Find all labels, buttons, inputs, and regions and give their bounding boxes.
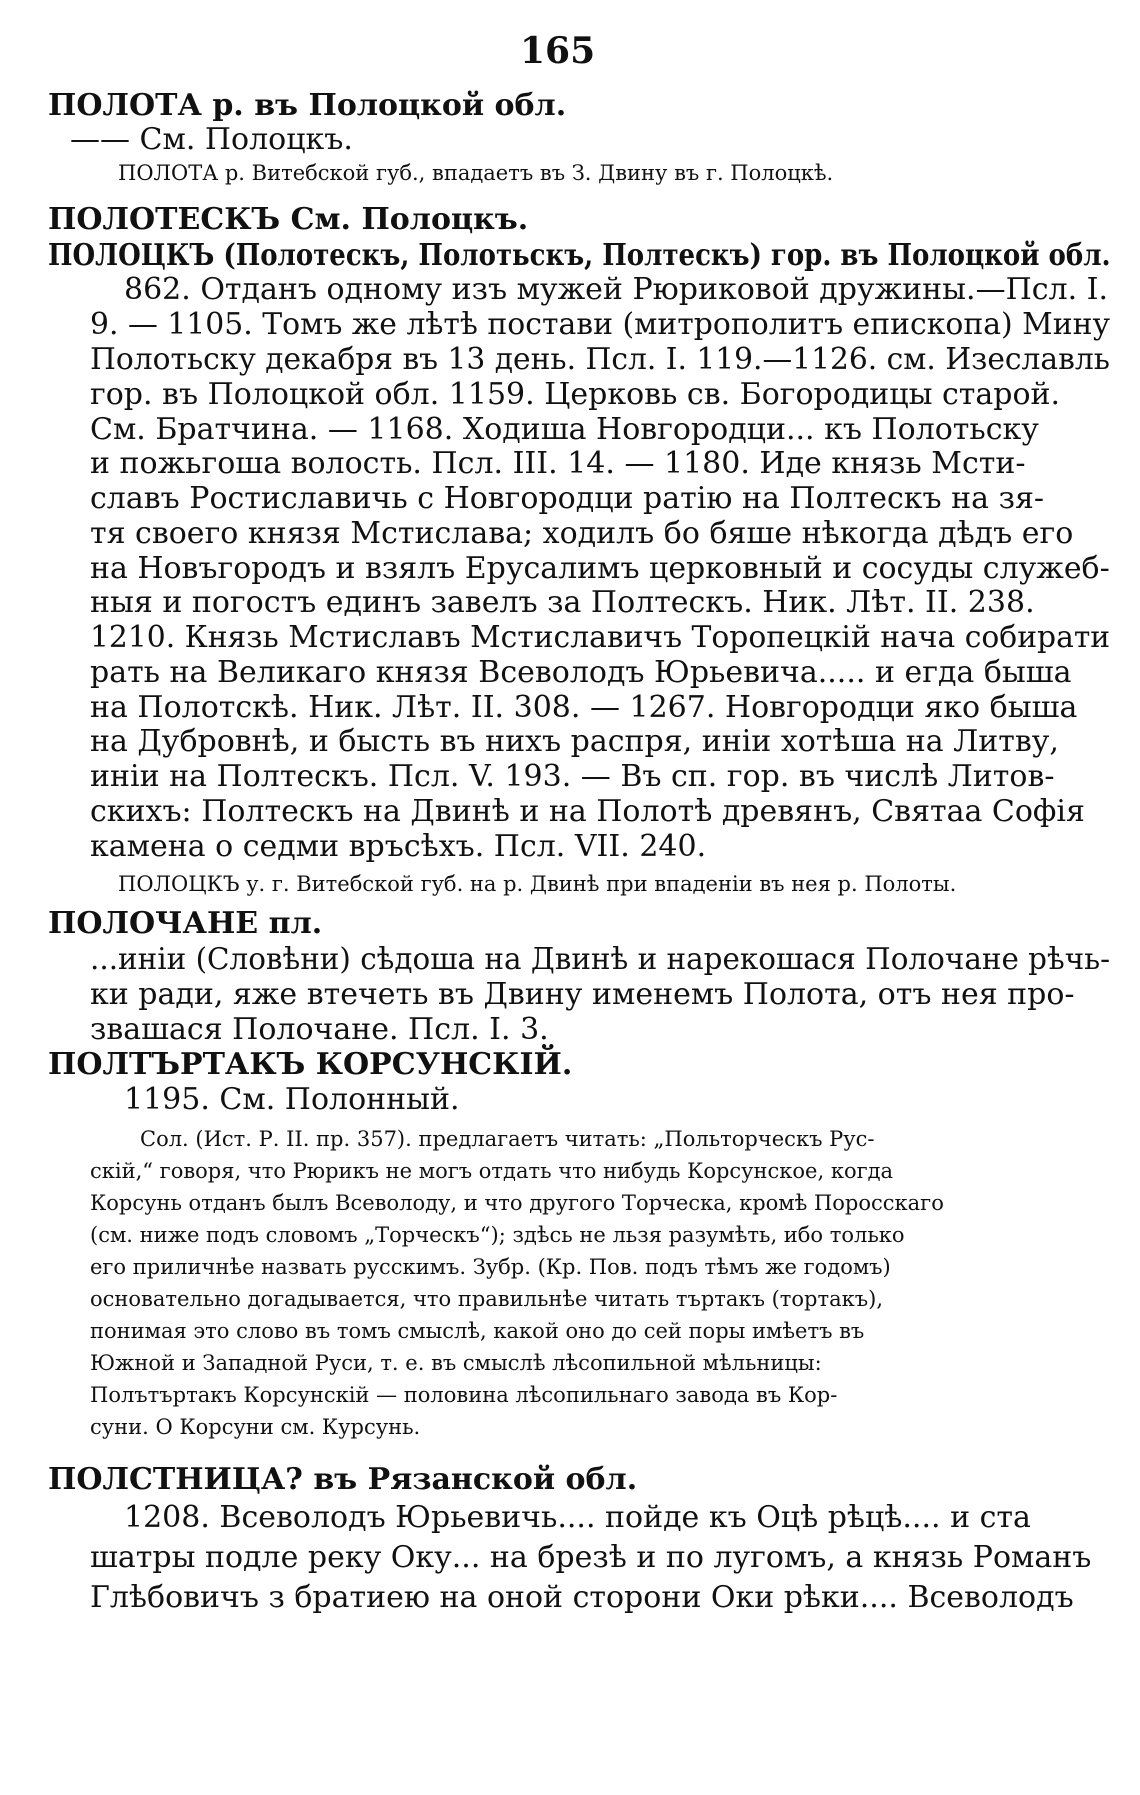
text-line: 862. Отданъ одному изъ мужей Рюриковой дружины.—Псл. I. xyxy=(124,272,1109,307)
text-line: 1208. Всеволодъ Юрьевичь.... пойде къ Оцѣ рѣцѣ.... и ста xyxy=(124,1500,1031,1535)
text-line: на Дубровнѣ, и бысть въ нихъ распря, иніи хотѣша на Литву, xyxy=(90,724,1059,759)
text-line: Полотьску декабря въ 13 день. Псл. I. 119.—1126. см. Изеславль xyxy=(90,342,1110,377)
text-line: гор. въ Полоцкой обл. 1159. Церковь св. Богородицы старой. xyxy=(90,377,1061,412)
note-line: суни. О Корсуни см. Курсунь. xyxy=(90,1415,421,1439)
note-line: Корсунь отданъ былъ Всеволоду, и что другого Торческа, кромѣ Поросскаго xyxy=(90,1191,944,1215)
note-line: ПОЛОТА р. Витебской губ., впадаетъ въ З. Двину въ г. Полоцкѣ. xyxy=(118,161,834,185)
note-line: Южной и Западной Руси, т. е. въ смыслѣ лѣсопильной мѣльницы: xyxy=(90,1351,822,1375)
text-line: рать на Великаго князя Всеволодъ Юрьевича..... и егда быша xyxy=(90,655,1072,690)
note-line: Сол. (Ист. Р. II. пр. 357). предлагаетъ читать: „Польторческъ Рус- xyxy=(140,1127,875,1151)
text-line: ки ради, яже втечеть въ Двину именемъ Полота, отъ нея про- xyxy=(90,977,1075,1012)
note-line: (см. ниже подъ словомъ „Торческъ“); здѣсь не льзя разумѣть, ибо только xyxy=(90,1223,905,1247)
text-line: Глѣбовичъ з братиею на оной сторони Оки рѣки.... Всеволодъ xyxy=(90,1580,1074,1615)
note-line: Полътъртакъ Корсунскій — половина лѣсопильнаго завода въ Кор- xyxy=(90,1383,838,1407)
entry-heading-polstnitsa: ПОЛСТНИЦА? въ Рязанской обл. xyxy=(48,1462,638,1497)
text-line: скихъ: Полтескъ на Двинѣ и на Полотѣ древянъ, Святаа Софія xyxy=(90,794,1085,829)
entry-heading-polota: ПОЛОТА р. въ Полоцкой обл. xyxy=(48,88,567,123)
page-number: 165 xyxy=(520,30,596,72)
entry-heading-polochane: ПОЛОЧАНЕ пл. xyxy=(48,906,323,941)
text-line: на Новъгородъ и взялъ Ерусалимъ церковный и сосуды служеб- xyxy=(90,551,1110,586)
text-line: 9. — 1105. Томъ же лѣтѣ постави (митрополитъ епископа) Мину xyxy=(90,307,1111,342)
text-line: тя своего князя Мстислава; ходилъ бо бяше нѣкогда дѣдъ его xyxy=(90,516,1074,551)
text-line: 1210. Князь Мстиславъ Мстиславичъ Торопецкій нача собирати xyxy=(90,620,1111,655)
text-line: ...иніи (Словѣни) сѣдоша на Двинѣ и нарекошася Полочане рѣчь- xyxy=(90,942,1111,977)
text-line: 1195. См. Полонный. xyxy=(124,1082,460,1117)
text-line: камена о седми връсѣхъ. Псл. VII. 240. xyxy=(90,829,707,864)
entry-heading-poloteskъ: ПОЛОТЕСКЪ См. Полоцкъ. xyxy=(48,202,529,237)
text-line: на Полотскѣ. Ник. Лѣт. II. 308. — 1267. Новгородци яко быша xyxy=(90,690,1078,725)
note-line: понимая это слово въ томъ смыслѣ, какой оно до сей поры имѣетъ въ xyxy=(90,1319,865,1343)
note-line: ПОЛОЦКЪ у. г. Витебской губ. на р. Двинѣ при впаденіи въ нея р. Полоты. xyxy=(118,872,957,896)
text-line: ныя и погостъ единъ завелъ за Полтескъ. Ник. Лѣт. II. 238. xyxy=(90,585,1035,620)
text-line: —— См. Полоцкъ. xyxy=(70,122,353,157)
text-line: славъ Ростиславичь с Новгородци ратію на Полтескъ на зя- xyxy=(90,481,1045,516)
note-line: скій,“ говоря, что Рюрикъ не могъ отдать что нибудь Корсунское, когда xyxy=(90,1159,894,1183)
text-line: иніи на Полтескъ. Псл. V. 193. — Въ сп. гор. въ числѣ Литов- xyxy=(90,759,1055,794)
note-line: его приличнѣе назвать русскимъ. Зубр. (Кр. Пов. подъ тѣмъ же годомъ) xyxy=(90,1255,891,1279)
entry-heading-poltъrtakъ: ПОЛТЪРТАКЪ КОРСУНСКІЙ. xyxy=(48,1047,573,1082)
text-line: шатры подле реку Оку... на брезѣ и по лугомъ, а князь Романъ xyxy=(90,1540,1092,1575)
text-line: и пожьгоша волость. Псл. III. 14. — 1180. Иде князь Мсти- xyxy=(90,446,1026,481)
entry-heading-polotskъ: ПОЛОЦКЪ (Полотескъ, Полотьскъ, Полтескъ) гор. въ Полоцкой обл. xyxy=(48,238,1111,273)
text-line: См. Братчина. — 1168. Ходиша Новгородци... къ Полотьску xyxy=(90,412,1039,447)
text-line: звашася Полочане. Псл. I. 3. xyxy=(90,1012,549,1047)
note-line: основательно догадывается, что правильнѣе читать търтакъ (тортакъ), xyxy=(90,1287,883,1311)
